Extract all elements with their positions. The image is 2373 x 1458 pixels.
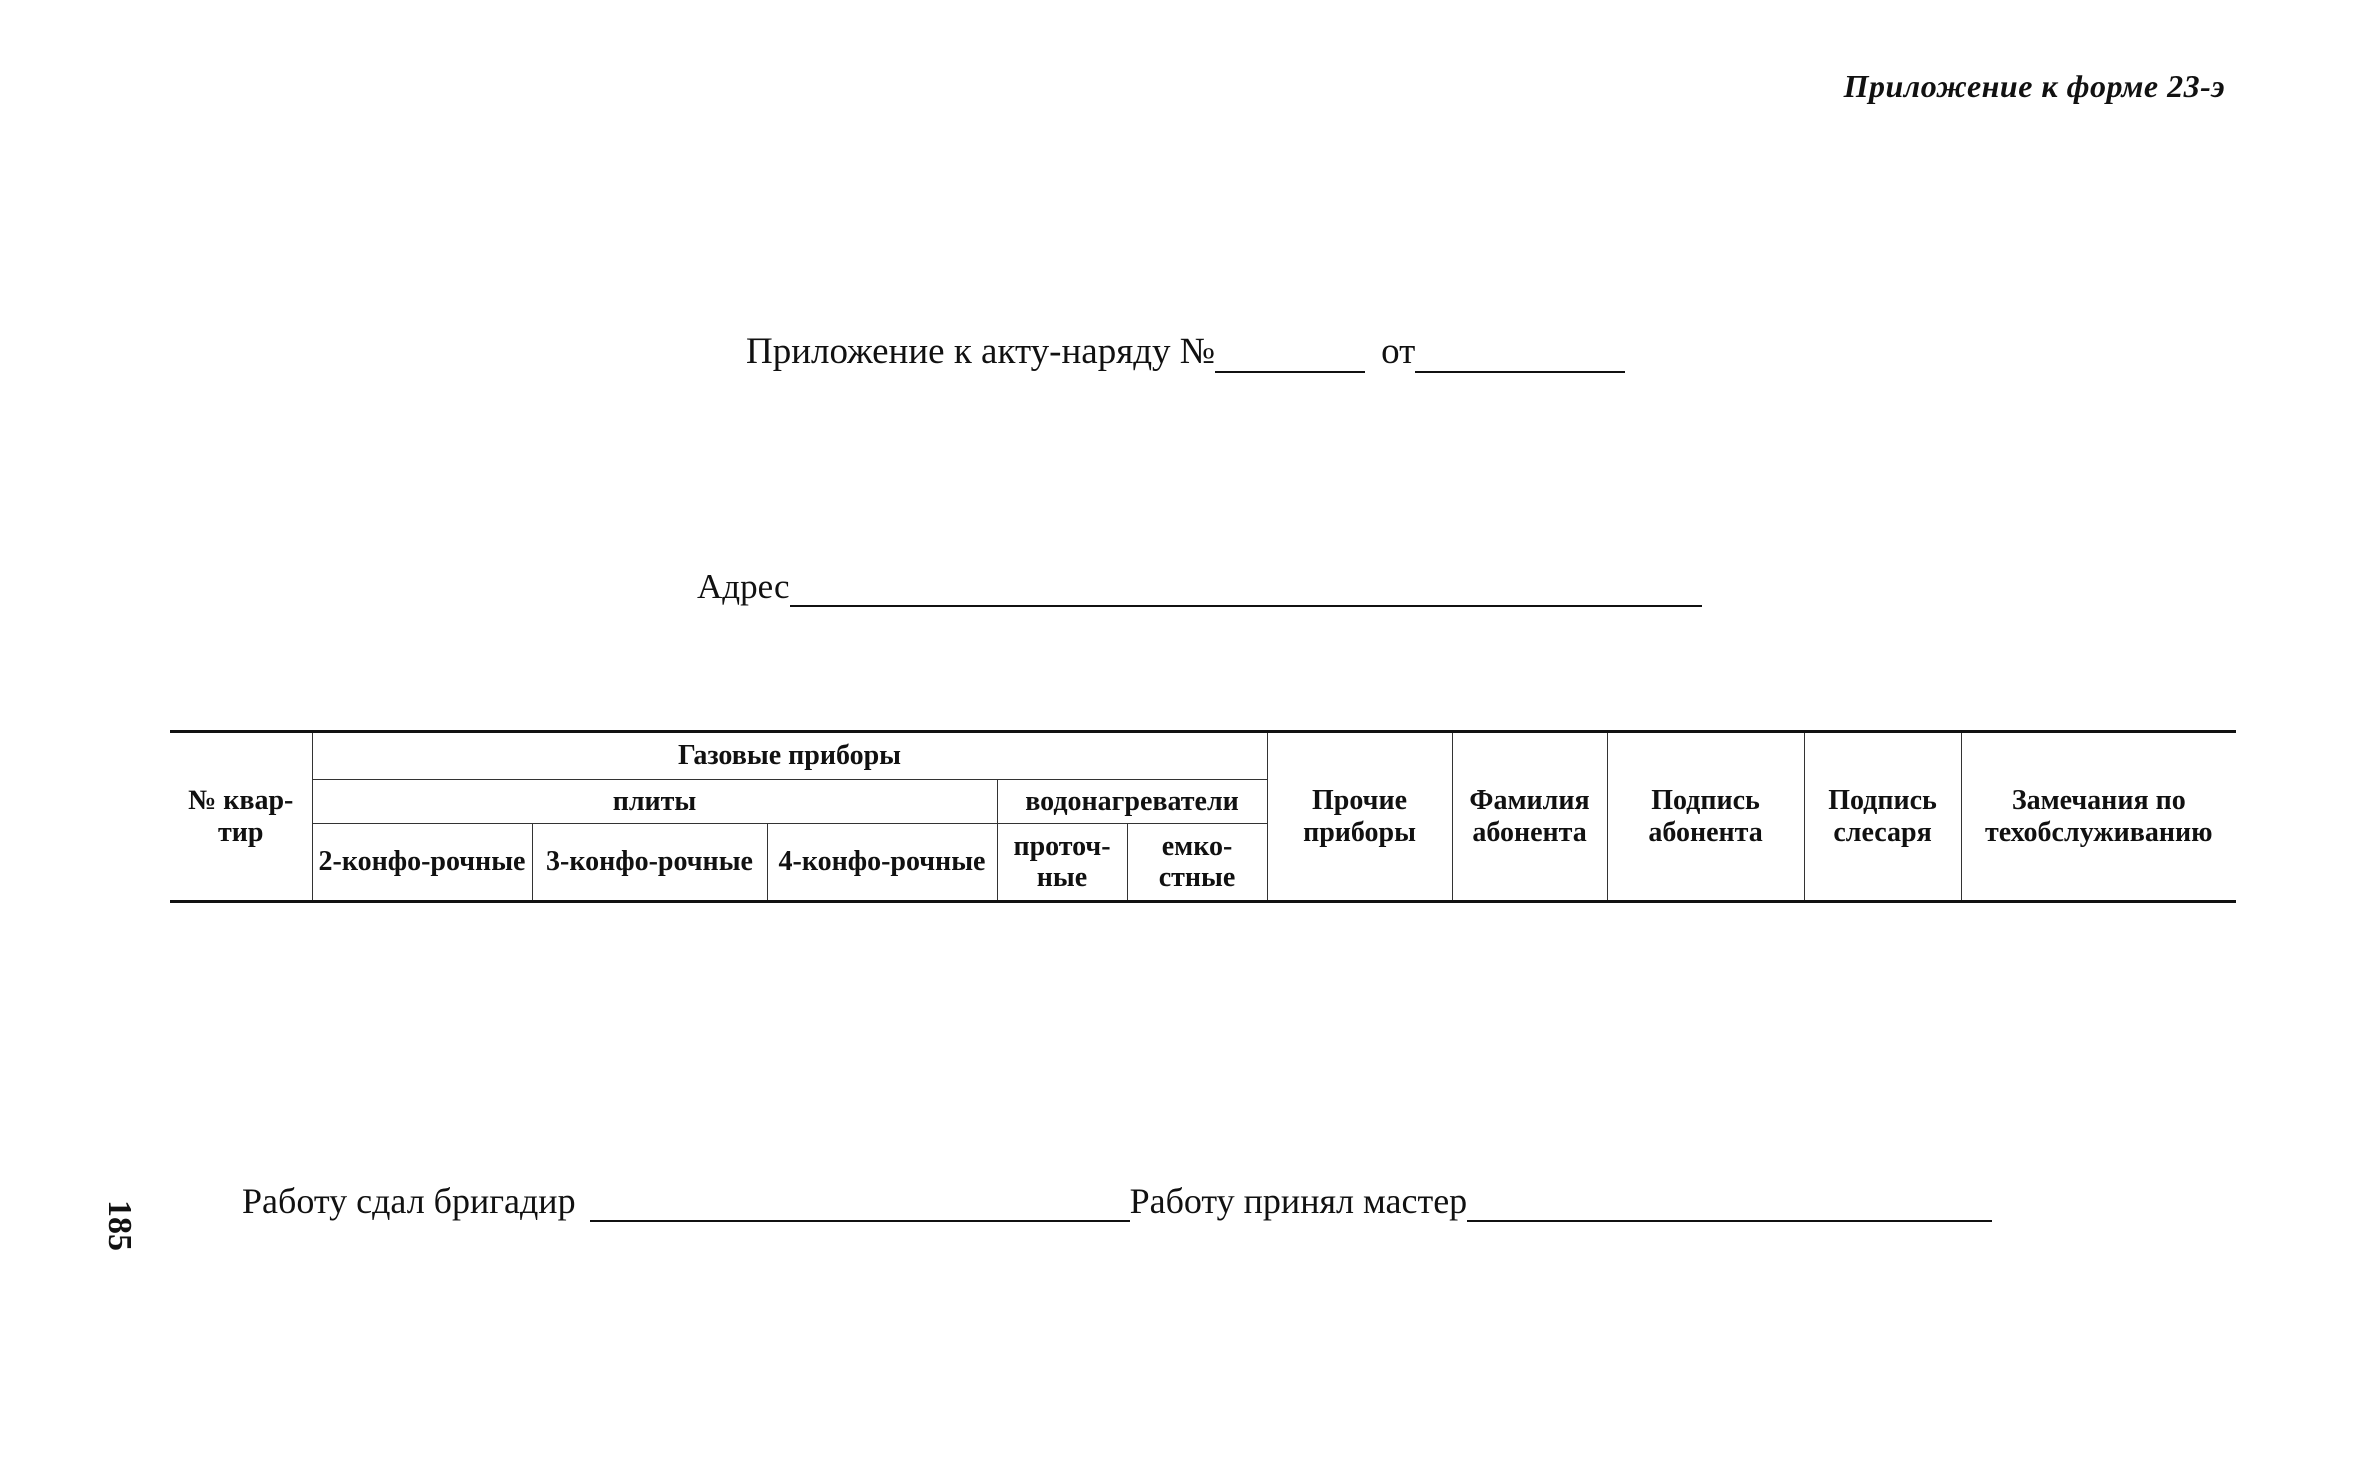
act-number-field[interactable] xyxy=(1215,341,1365,373)
header-stoves: плиты xyxy=(312,780,997,824)
header-locksmith-signature: Подпись слесаря xyxy=(1804,732,1961,902)
address-field[interactable] xyxy=(790,575,1702,607)
header-subscriber-signature: Подпись абонента xyxy=(1607,732,1804,902)
header-other-devices: Прочие приборы xyxy=(1267,732,1452,902)
address-label: Адрес xyxy=(697,567,790,606)
title-text: Приложение к акту-наряду № xyxy=(746,331,1216,372)
accepted-label: Работу принял мастер xyxy=(1129,1181,1468,1221)
header-stove-3-burner: 3-конфо-рочные xyxy=(532,824,767,902)
handed-over-label: Работу сдал бригадир xyxy=(242,1181,576,1221)
appliances-table xyxy=(170,730,2236,903)
header-heater-tank: емко-стные xyxy=(1127,824,1267,902)
master-signature-field[interactable] xyxy=(1467,1190,1992,1222)
date-label: от xyxy=(1381,331,1416,372)
header-gas-appliances: Газовые приборы xyxy=(312,732,1267,780)
form-reference: Приложение к форме 23-э xyxy=(1843,68,2225,104)
header-heater-flow: проточ-ные xyxy=(997,824,1127,902)
header-service-notes: Замечания по техобслуживанию xyxy=(1961,732,2236,902)
header-apartment-number: № квар-тир xyxy=(170,732,312,902)
act-date-field[interactable] xyxy=(1415,341,1625,373)
header-water-heaters: водонагреватели xyxy=(997,780,1267,824)
signatures-row xyxy=(242,1180,1992,1222)
header-stove-4-burner: 4-конфо-рочные xyxy=(767,824,997,902)
foreman-signature-field[interactable] xyxy=(590,1190,1130,1222)
header-stove-2-burner: 2-конфо-рочные xyxy=(312,824,532,902)
address-row xyxy=(697,567,1702,607)
page-number: 185 xyxy=(101,1200,138,1251)
header-subscriber-name: Фамилия абонента xyxy=(1452,732,1607,902)
document-title xyxy=(746,330,1625,373)
